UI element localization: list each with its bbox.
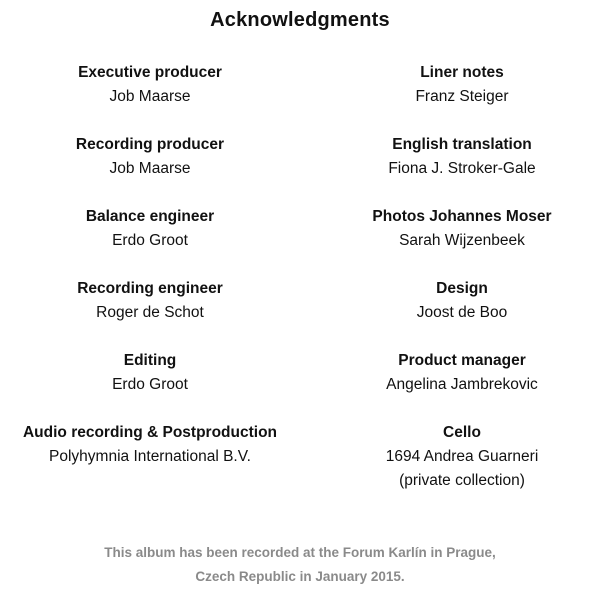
credit-role: Photos Johannes Moser — [372, 208, 552, 225]
credit-editing — [0, 349, 300, 421]
credit-executive-producer — [0, 61, 300, 133]
credit-english-translation — [312, 133, 600, 205]
credit-role: Design — [436, 280, 488, 297]
credit-name: Erdo Groot — [112, 376, 188, 393]
credit-name: Roger de Schot — [96, 304, 204, 321]
credit-name: Sarah Wijzenbeek — [399, 232, 525, 249]
credit-audio-recording-postproduction — [0, 421, 300, 493]
credit-role: Recording producer — [75, 136, 225, 153]
credit-name-note: (private collection) — [399, 472, 525, 489]
credit-role: Editing — [123, 352, 177, 369]
recording-note-line-2: Czech Republic in January 2015. — [195, 569, 405, 584]
credit-role: Recording engineer — [77, 280, 223, 297]
credit-role: Executive producer — [78, 64, 222, 81]
credit-name: Angelina Jambrekovic — [386, 376, 538, 393]
credit-role: Audio recording & Postproduction — [22, 424, 278, 441]
page-title: Acknowledgments — [210, 9, 390, 31]
credit-role: English translation — [392, 136, 532, 153]
credit-name: Erdo Groot — [112, 232, 188, 249]
credit-name: 1694 Andrea Guarneri — [385, 448, 539, 465]
credit-recording-engineer — [0, 277, 300, 349]
credit-role: Balance engineer — [85, 208, 215, 225]
credit-name: Fiona J. Stroker-Gale — [388, 160, 536, 177]
credit-liner-notes — [312, 61, 600, 133]
credit-product-manager — [312, 349, 600, 421]
credit-cello — [312, 421, 600, 493]
recording-note — [0, 541, 600, 589]
credit-balance-engineer — [0, 205, 300, 277]
credit-name: Job Maarse — [109, 160, 191, 177]
credits-column-right — [312, 61, 600, 493]
credit-name: Joost de Boo — [416, 304, 508, 321]
credit-name: Job Maarse — [109, 88, 191, 105]
credit-name: Polyhymnia International B.V. — [49, 448, 251, 465]
credit-role: Cello — [443, 424, 481, 441]
credit-name: Franz Steiger — [415, 88, 509, 105]
credit-photos — [312, 205, 600, 277]
credit-role: Product manager — [398, 352, 526, 369]
credit-recording-producer — [0, 133, 300, 205]
credit-role: Liner notes — [420, 64, 504, 81]
credits-column-left — [0, 61, 300, 493]
recording-note-line-1: This album has been recorded at the Forum Karlín in Prague, — [104, 545, 496, 560]
credit-design — [312, 277, 600, 349]
